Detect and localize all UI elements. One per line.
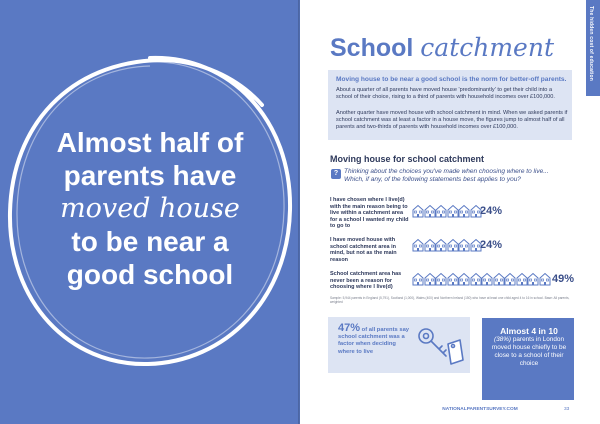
- house-icon: [493, 272, 505, 286]
- house-icon: [435, 204, 447, 218]
- headline-line-4: to be near a: [71, 226, 229, 257]
- headline-script-line: moved house: [60, 193, 240, 224]
- callout-london-text: [490, 326, 568, 368]
- headline: [30, 126, 270, 291]
- row-percent-1: 24%: [480, 205, 503, 217]
- house-icon: [458, 204, 470, 218]
- house-icon: [527, 272, 539, 286]
- footer-url[interactable]: NATIONALPARENTSURVEY.COM: [442, 407, 518, 412]
- row-percent-2: 24%: [480, 239, 503, 251]
- title-italic: catchment: [420, 33, 555, 62]
- house-icon: [424, 204, 436, 218]
- question-icon: ?: [331, 169, 341, 179]
- headline-line-5: good school: [66, 259, 234, 290]
- section-title: Moving house for school catchment: [330, 154, 485, 164]
- house-icon: [412, 272, 424, 286]
- house-icon: [435, 272, 447, 286]
- page-number: 33: [564, 407, 570, 412]
- intro-paragraph-1: About a quarter of all parents have moved house 'predominantly' to get their child into a school of their choice, rising to a third of parents with household incomes over £100,000.: [336, 87, 555, 100]
- house-icon: [424, 272, 436, 286]
- house-icon: [458, 272, 470, 286]
- callout-london-headline: Almost 4 in 10: [500, 326, 558, 336]
- callout-47-body: of all parents say school catchment was a factor when deciding where to live: [338, 327, 410, 355]
- house-icon: [458, 238, 470, 252]
- survey-question: Thinking about the choices you've made when choosing where to live... Which, if any, of the following statements best applies to you?: [344, 168, 549, 183]
- house-icon: [412, 204, 424, 218]
- house-icon: [435, 238, 447, 252]
- house-icon: [447, 272, 459, 286]
- house-icon: [504, 272, 516, 286]
- house-icon: [424, 238, 436, 252]
- headline-line-1: Almost half of: [56, 127, 244, 158]
- callout-london: [482, 318, 574, 400]
- row-label-3: School catchment area has never been a reason for choosing where I live(d): [330, 271, 402, 290]
- house-icon: [539, 272, 551, 286]
- intro-paragraph-2: Another quarter have moved house with school catchment in mind. When we asked parents if school catchment was at least a factor in a house move, the figures jump to almost half of all parents and two-thirds of parents with household incomes over £100,000.: [336, 110, 568, 130]
- title-bold: School: [330, 34, 414, 62]
- house-icon: [412, 238, 424, 252]
- page-title: [330, 34, 554, 62]
- row-label-1: I have chosen where I live(d) with the main reason being to live within a catchment area for a school I wanted my child to go to: [330, 197, 409, 229]
- row-label-2: I have moved house with school catchment area in mind, but not as the main reason: [330, 237, 397, 263]
- headline-line-2: parents have: [63, 160, 237, 191]
- section-side-tab: [586, 0, 600, 96]
- intro-lead: Moving house to be near a good school is the norm for better-off parents.: [336, 76, 567, 83]
- key-icon: [412, 322, 464, 370]
- house-icon: [447, 204, 459, 218]
- side-tab-text: The hidden cost of education: [588, 6, 594, 82]
- callout-london-body: parents in London moved house chiefly to be close to a school of their choice: [491, 336, 567, 367]
- intro-box: [328, 70, 572, 140]
- house-icon: [447, 238, 459, 252]
- row-percent-3: 49%: [552, 273, 575, 285]
- house-icon: [481, 272, 493, 286]
- callout-47-text: [338, 322, 410, 356]
- callout-london-percent: (38%): [493, 336, 512, 343]
- callout-47-figure: 47%: [338, 322, 361, 334]
- house-icon: [470, 272, 482, 286]
- house-icon: [516, 272, 528, 286]
- sample-note: Sample: 5,944 parents in England (5,791), Scotland (1,000), Wales (400) and Northern Ireland (150) who have at least one child aged 4 to 16 in school. Base: All parents, weighted: [330, 296, 570, 304]
